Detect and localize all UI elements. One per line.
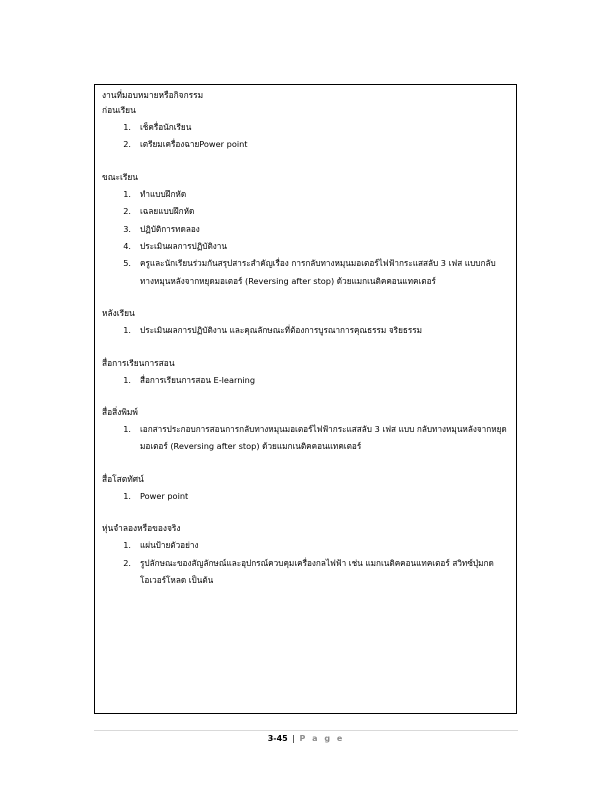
item-text: ประเมินผลการปฏิบัติงาน — [140, 241, 227, 252]
item-list — [102, 119, 509, 154]
section-before-class — [102, 102, 509, 154]
list-item — [102, 119, 509, 136]
item-text: ครูและนักเรียนร่วมกันสรุปสาระสำคัญเรื่อง การกลับทางหมุนมอเตอร์ไฟฟ้ากระแสสลับ 3 เฟส แบบกลับทางหมุนหลังจากหยุดมอเตอร์ (Reversing after stop) ด้วยแมกเนติคคอนแทคเตอร์ — [140, 258, 496, 286]
list-item — [102, 255, 509, 290]
page-label: P a g e — [299, 734, 345, 743]
list-item — [102, 238, 509, 255]
item-text: เอกสารประกอบการสอนการกลับทางหมุนมอเตอร์ไฟฟ้ากระแสสลับ 3 เฟส แบบ กลับทางหมุนหลังจากหยุดมอเตอร์ (Reversing after stop) ด้วยแมกเนติคคอนแทคเตอร์ — [140, 424, 507, 452]
section-printed-media — [102, 404, 509, 456]
list-item — [102, 186, 509, 203]
item-text: เฉลยแบบฝึกหัด — [140, 206, 195, 217]
item-number: 1. — [123, 188, 131, 199]
item-number: 5. — [123, 258, 131, 269]
section-heading: ก่อนเรียน — [102, 105, 136, 115]
item-number: 1. — [123, 424, 131, 435]
item-number: 4. — [123, 241, 131, 252]
item-text: รูปลักษณะของสัญลักษณ์และอุปกรณ์ควบคุมเครื่องกลไฟฟ้า เช่น แมกเนติคคอนแทคเตอร์ สวิทซ์ปุ่มกด โอเวอร์โหลด เป็นต้น — [140, 557, 494, 586]
section-models-real-objects — [102, 520, 509, 589]
section-heading: สื่อการเรียนการสอน — [102, 357, 175, 368]
list-item — [102, 421, 509, 456]
list-item — [102, 488, 509, 505]
item-list — [102, 488, 509, 505]
item-list — [102, 372, 509, 389]
list-item — [102, 555, 509, 590]
section-during-class — [102, 169, 509, 290]
item-number: 2. — [123, 139, 131, 150]
item-text: Power point — [140, 490, 189, 501]
item-number: 3. — [123, 223, 131, 234]
item-number: 2. — [123, 206, 131, 217]
list-item — [102, 537, 509, 554]
item-text: เตรียมเครื่องฉายPower point — [140, 139, 248, 150]
page-number: 3-45 — [267, 734, 288, 743]
item-list — [102, 186, 509, 290]
item-text: ทำแบบฝึกหัด — [140, 188, 187, 199]
page-footer — [0, 733, 612, 745]
section-heading: หุ่นจำลองหรือของจริง — [102, 523, 181, 534]
section-heading: ขณะเรียน — [102, 171, 138, 182]
section-teaching-media — [102, 355, 509, 389]
item-number: 1. — [123, 540, 131, 551]
section-audiovisual-media — [102, 471, 509, 505]
item-number: 1. — [123, 325, 131, 336]
item-number: 2. — [123, 557, 131, 568]
item-list — [102, 537, 509, 589]
list-item — [102, 203, 509, 220]
footer-divider — [94, 730, 518, 731]
item-number: 1. — [123, 122, 131, 132]
content-box — [94, 84, 517, 714]
list-item — [102, 221, 509, 238]
section-heading: สื่อสิ่งพิมพ์ — [102, 407, 138, 418]
section-after-class — [102, 305, 509, 339]
item-number: 1. — [123, 490, 131, 501]
item-text: เช็ครื่อนักเรียน — [140, 122, 192, 132]
list-item — [102, 372, 509, 389]
footer-separator: | — [292, 734, 295, 743]
section-heading: สื่อโสตทัศน์ — [102, 473, 144, 484]
item-text: สื่อการเรียนการสอน E-learning — [140, 374, 256, 385]
item-text: แผ่นป้ายตัวอย่าง — [140, 540, 199, 551]
item-list — [102, 322, 509, 339]
assignment-heading: งานที่มอบหมายหรือกิจกรรม — [102, 90, 204, 100]
list-item — [102, 322, 509, 339]
list-item — [102, 136, 509, 153]
section-heading: หลังเรียน — [102, 308, 135, 319]
item-text: ประเมินผลการปฏิบัติงาน และคุณลักษณะที่ต้องการบูรณาการคุณธรรม จริยธรรม — [140, 325, 423, 336]
item-text: ปฏิบัติการทดลอง — [140, 223, 200, 234]
item-list — [102, 421, 509, 456]
item-number: 1. — [123, 374, 131, 385]
